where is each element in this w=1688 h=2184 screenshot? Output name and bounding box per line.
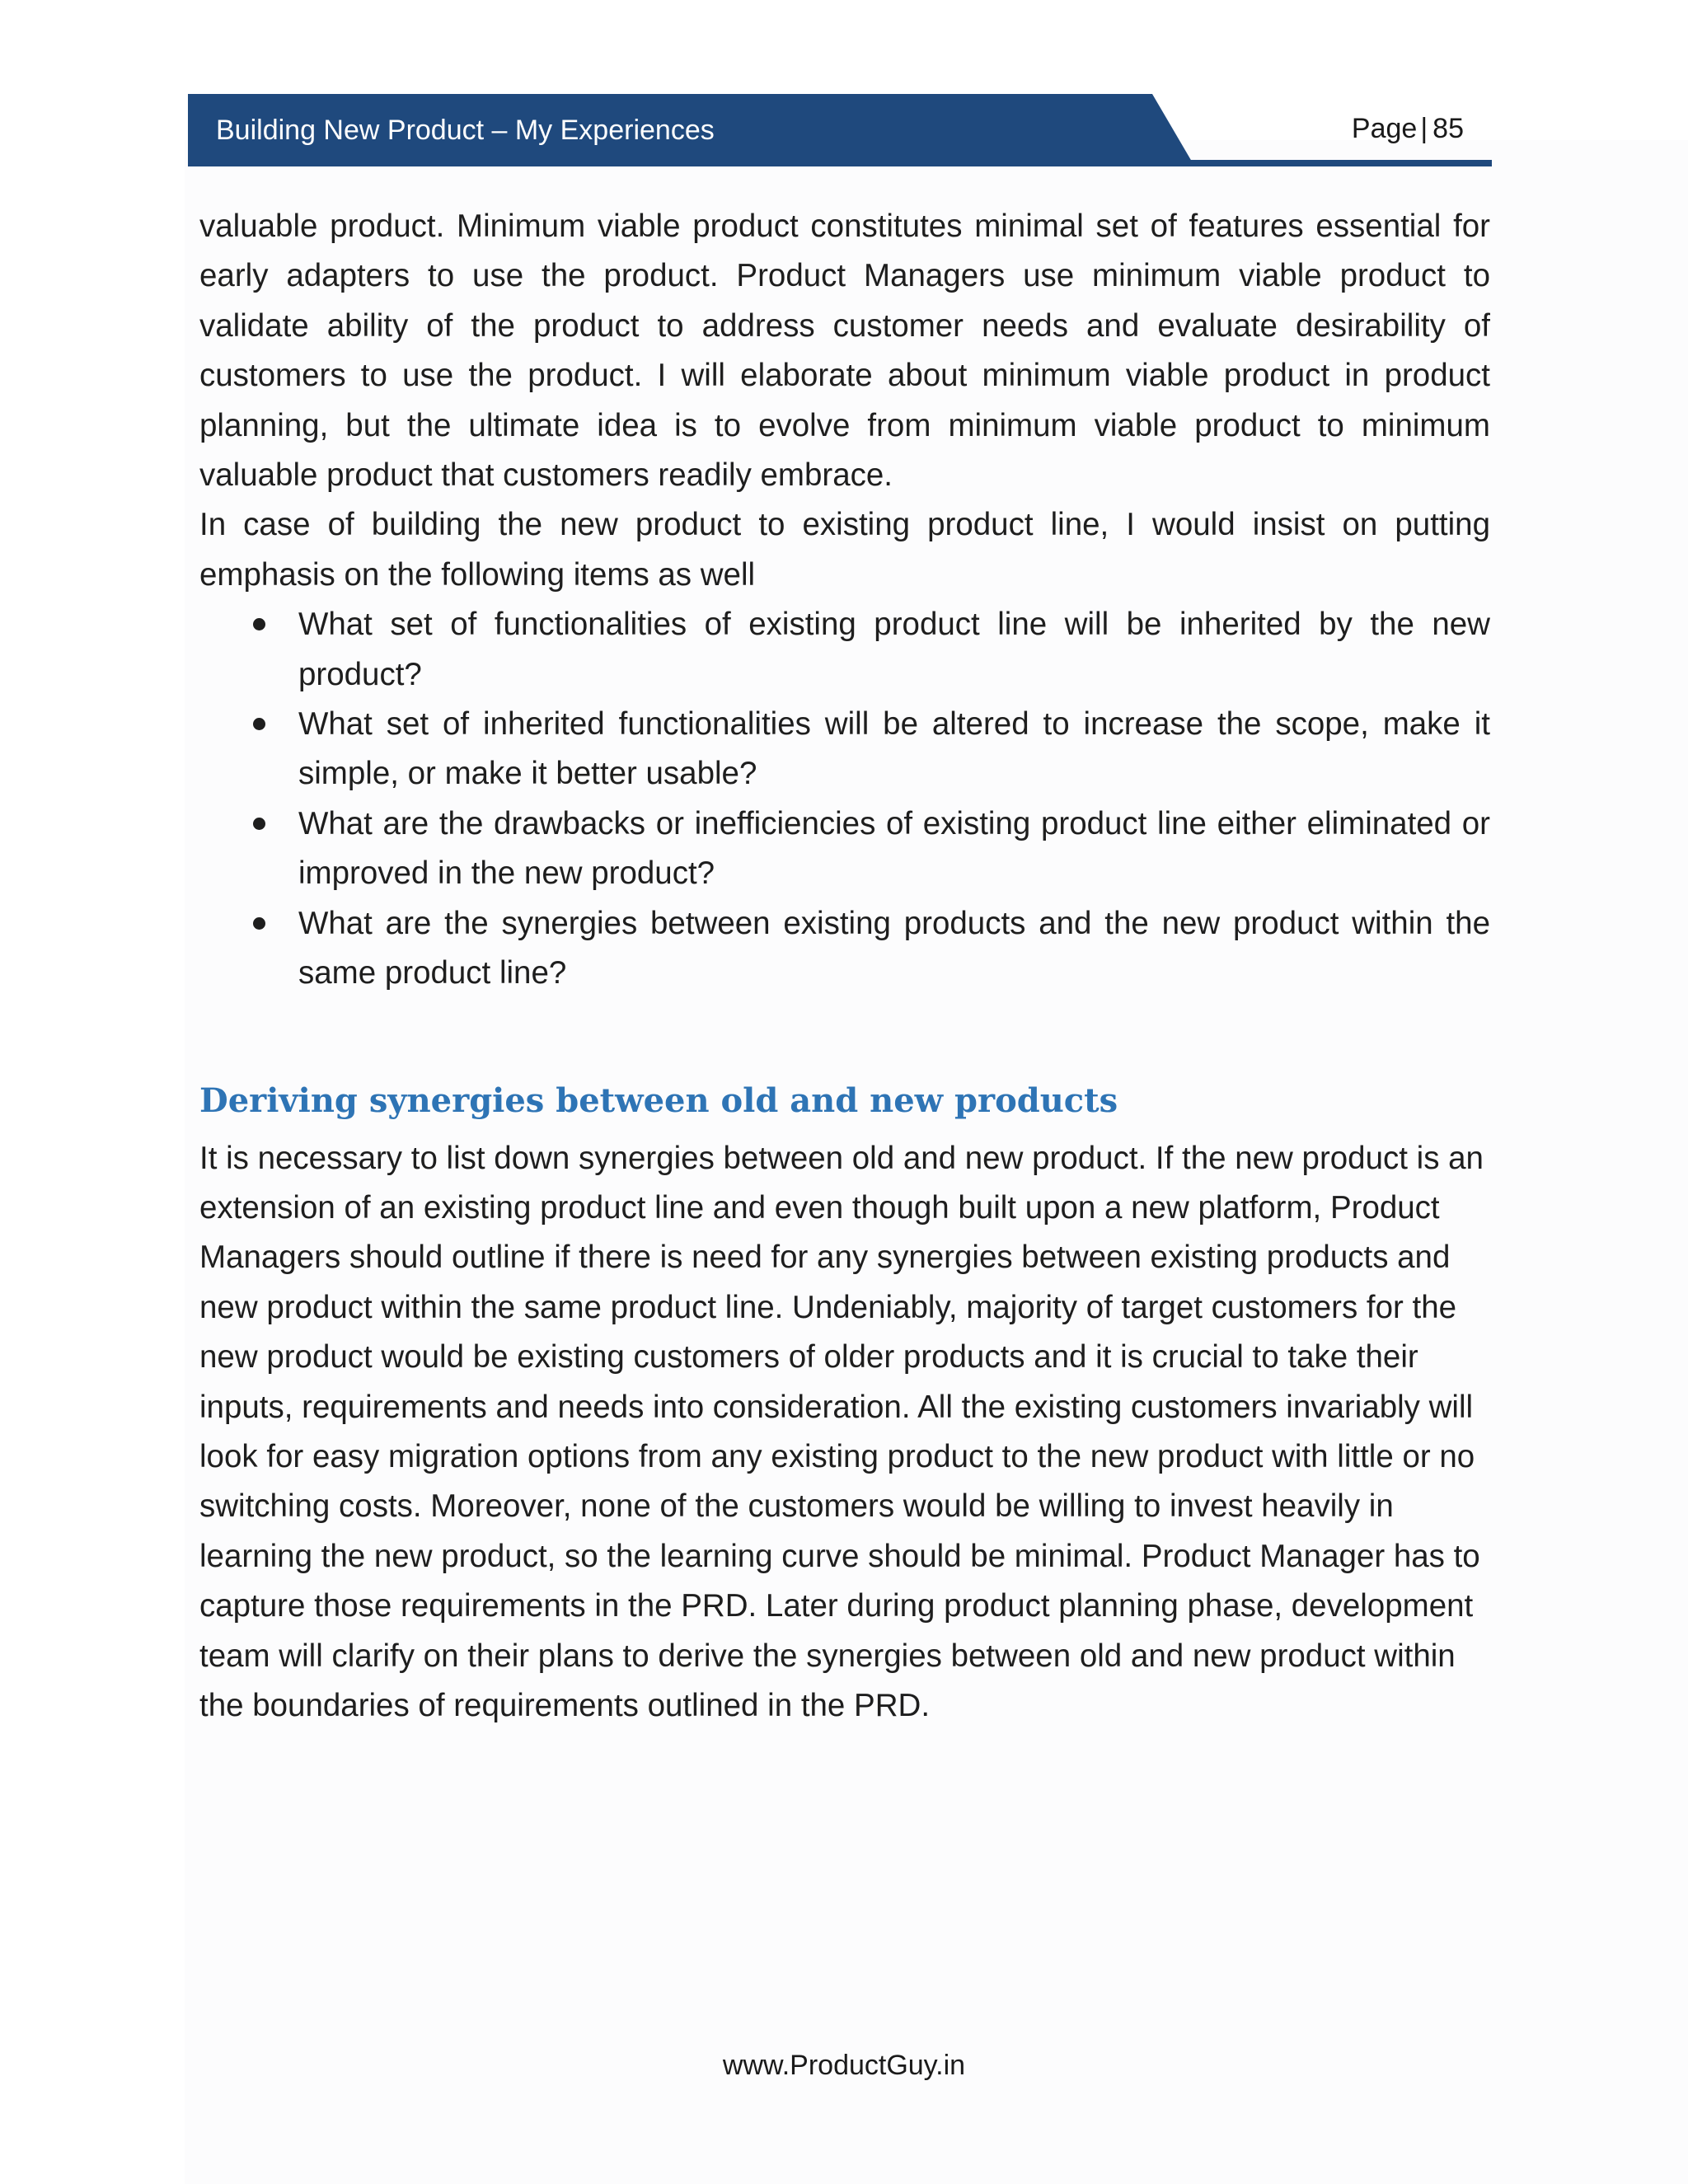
bullet-icon	[253, 917, 265, 930]
bullet-icon	[253, 618, 265, 630]
bullet-icon	[253, 718, 265, 730]
list-item	[199, 700, 1490, 799]
list-item-text: What set of functionalities of existing product line will be inherited by the new product?	[298, 607, 1490, 692]
page-label: Page	[1351, 113, 1418, 144]
book-title: Building New Product – My Experiences	[216, 115, 715, 146]
paragraph-synergies: It is necessary to list down synergies between old and new product. If the new product is an extension of an existing product line and even though built upon a new platform, Product Managers should outline if there is need for any synergies between existing products and new product within the same product line. Undeniably, majority of target customers for the new product would be existing customers of older products and it is crucial to take their inputs, requirements and needs into consideration. All the existing customers invariably will look for easy migration options from any existing product to the new product with little or no switching costs. Moreover, none of the customers would be willing to invest heavily in learning the new product, so the learning curve should be minimal. Product Manager has to capture those requirements in the PRD. Later during product planning phase, development team will clarify on their plans to derive the synergies between old and new product within the boundaries of requirements outlined in the PRD.	[199, 1140, 1484, 1723]
page-separator: |	[1420, 113, 1428, 144]
paragraph-existing-line: In case of building the new product to existing product line, I would insist on putting emphasis on the following items as well	[199, 507, 1490, 593]
list-item-text: What set of inherited functionalities will be altered to increase the scope, make it simple, or make it better usable?	[298, 706, 1490, 792]
section-heading: Deriving synergies between old and new products	[199, 1080, 1118, 1120]
header-rule	[188, 160, 1492, 166]
page-number: 85	[1432, 113, 1464, 144]
page-number-block	[1352, 110, 1464, 147]
footer-url: www.ProductGuy.in	[722, 2050, 966, 2081]
list-item	[199, 799, 1490, 899]
list-item-text: What are the synergies between existing products and the new product within the same product line?	[298, 905, 1490, 991]
list-item	[199, 600, 1490, 700]
page-header	[188, 94, 1492, 166]
paragraph-mvp: valuable product. Minimum viable product constitutes minimal set of features essential for early adapters to use the product. Product Managers use minimum viable product to validate ability of the product to address customer needs and evaluate desirability of customers to use the product. I will elaborate about minimum viable product in product planning, but the ultimate idea is to evolve from minimum viable product to minimum valuable product that customers readily embrace.	[199, 209, 1490, 494]
bullet-list	[199, 600, 1490, 998]
bullet-icon	[253, 818, 265, 830]
page-body	[199, 202, 1490, 1731]
list-item-text: What are the drawbacks or inefficiencies of existing product line either eliminated or improved in the new product?	[298, 805, 1490, 892]
list-item	[199, 899, 1490, 999]
